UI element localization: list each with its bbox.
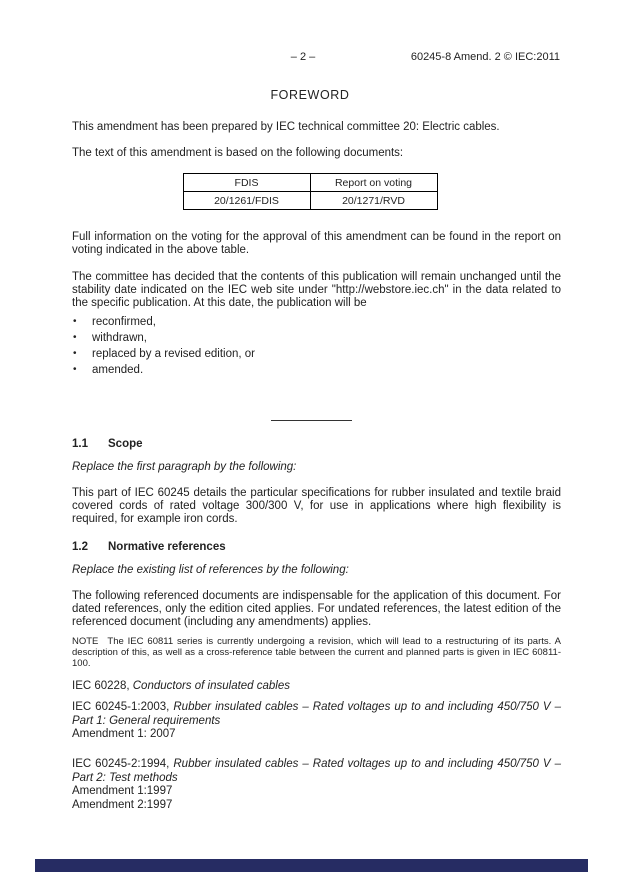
edit-instruction-references: Replace the existing list of references by the following: [72,564,349,576]
footer-scan-bar [35,859,588,872]
paragraph-prepared-by: This amendment has been prepared by IEC technical committee 20: Electric cables. [72,121,500,133]
publication-status-list [72,314,561,378]
section-heading-scope [72,438,561,450]
reference-citation [72,701,561,728]
list-item-label: amended. [92,364,144,376]
list-item [72,362,561,378]
note-label: NOTE [72,636,99,647]
note-paragraph [72,636,561,669]
bullet-icon: • [73,316,77,327]
paragraph-voting-info: Full information on the voting for the approval of this amendment can be found in the report on voting indicated in the above table. [72,231,561,256]
bullet-icon: • [73,332,77,343]
reference-title: Rubber insulated cables – Rated voltages up to and including 450/750 V – Part 1: General requirements [72,701,561,727]
reference-amendment: Amendment 2:1997 [72,798,173,811]
list-item-label: reconfirmed, [92,316,156,328]
list-item-label: replaced by a revised edition, or [92,348,256,360]
table-header-row [183,174,437,192]
list-item [72,314,561,330]
reference-citation [72,758,561,785]
voting-table-container [0,173,620,210]
reference-title: Conductors of insulated cables [132,680,291,692]
normative-references-body: The following referenced documents are indispensable for the application of this document. For dated references, only the edition cited applies. For undated references, the latest edition of the referenced document (including any amendments) applies. [72,590,561,628]
section-number: 1.1 [72,438,88,450]
table-cell-report: 20/1271/RVD [310,192,437,210]
document-reference: 60245-8 Amend. 2 © IEC:2011 [410,51,560,63]
reference-code: IEC 60245-1:2003, [72,701,170,713]
note-text: The IEC 60811 series is currently undergoing a revision, which will lead to a restructuring of its parts. A description of this, as well as a cross-reference table between the current and planned parts is given in IEC 60811-100. [72,636,561,669]
reference-amendment: Amendment 1:1997 [72,785,173,797]
section-heading-normative-references [72,541,561,553]
section-separator [271,420,352,421]
list-item [72,346,561,362]
edit-instruction-scope: Replace the first paragraph by the following: [72,461,297,473]
bullet-icon: • [73,364,77,375]
table-header-fdis: FDIS [183,174,310,192]
reference-amendment: Amendment 1: 2007 [72,728,176,740]
reference-code: IEC 60245-2:1994, [72,758,170,770]
paragraph-based-on-documents: The text of this amendment is based on the following documents: [72,147,404,159]
voting-table [183,173,438,210]
reference-code: IEC 60228, [72,680,130,692]
reference-iec-60245-2 [72,758,561,812]
bullet-icon: • [73,348,77,359]
table-row [183,192,437,210]
reference-title: Rubber insulated cables – Rated voltages up to and including 450/750 V – Part 2: Test methods [72,758,561,784]
table-header-report: Report on voting [310,174,437,192]
paragraph-stability: The committee has decided that the contents of this publication will remain unchanged until the stability date indicated on the IEC web site under "http://webstore.iec.ch" in the data related to the specific publication. At this date, the publication will be [72,271,561,309]
table-cell-fdis: 20/1261/FDIS [183,192,310,210]
page-number: – 2 – [290,51,316,63]
list-item-label: withdrawn, [92,332,147,344]
list-item [72,330,561,346]
section-title: Scope [108,438,143,450]
scope-body: This part of IEC 60245 details the particular specifications for rubber insulated and textile braid covered cords of rated voltage 300/300 V, for use in applications where high flexibility is required, for example iron cords. [72,487,561,525]
section-title: Normative references [108,541,226,553]
foreword-title: FOREWORD [270,88,350,102]
section-number: 1.2 [72,541,88,553]
page-header [0,51,620,65]
reference-iec-60245-1 [72,701,561,742]
reference-iec-60228 [72,680,561,694]
